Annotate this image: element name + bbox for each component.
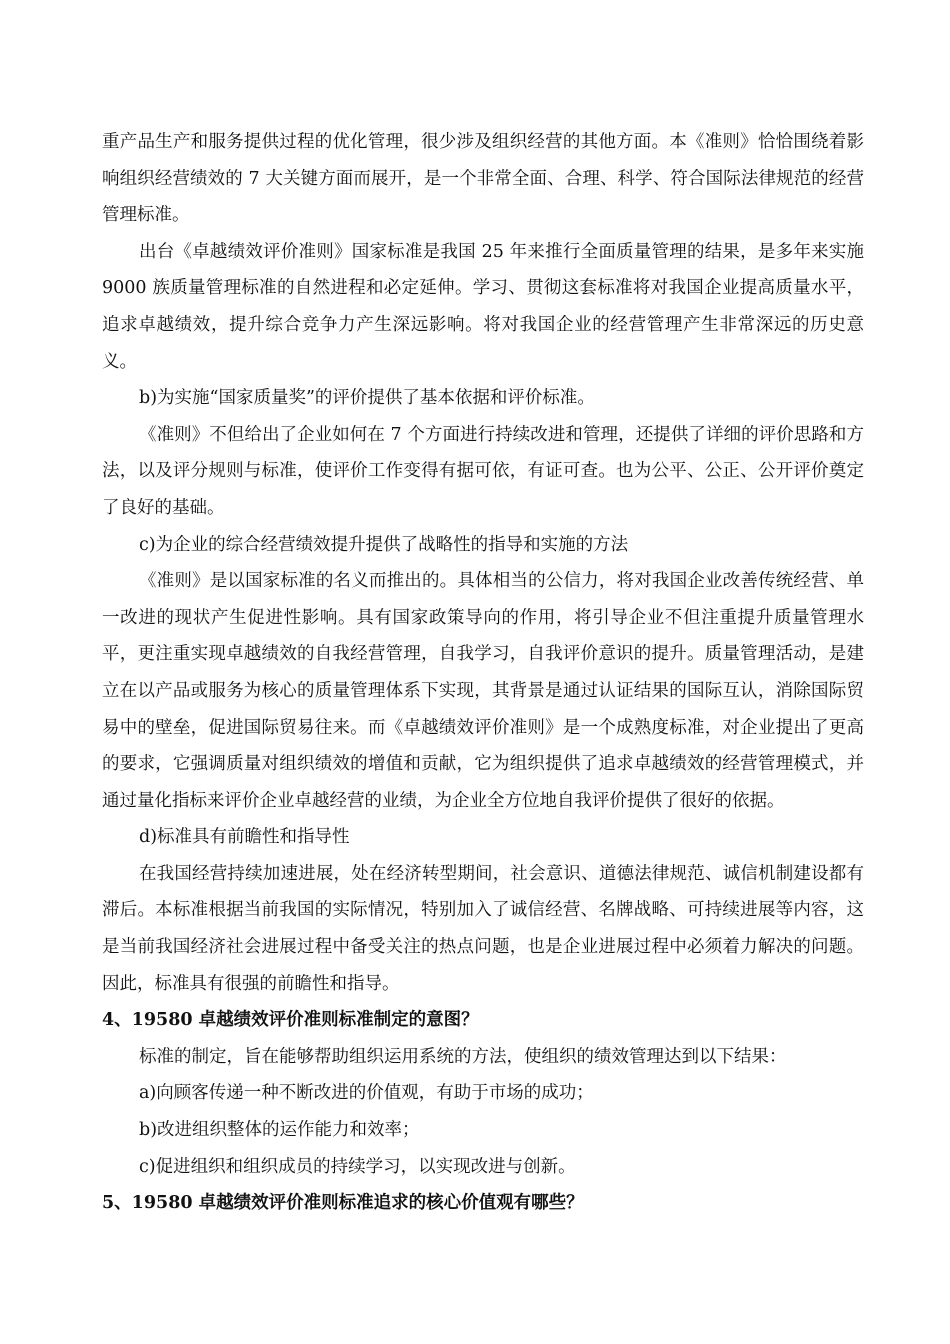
section-4-intro: 标准的制定，旨在能够帮助组织运用系统的方法，使组织的绩效管理达到以下结果：: [139, 1046, 787, 1067]
paragraph-national-standard: 出台《卓越绩效评价准则》国家标准是我国 25 年来推行全面质量管理的结果，是多年来实施 9000 族质量管理标准的自然进程和必定延伸。学习、贯彻这套标准将对我国企业提高质量水平，追求卓越绩效，提升综合竞争力产生深远影响。将对我国企业的经营管理产生非常深远的历史意义。: [102, 241, 864, 372]
section-4-item-b: b)改进组织整体的运作能力和效率；: [139, 1120, 420, 1141]
section-4-item-a: a)向顾客传递一种不断改进的价值观，有助于市场的成功；: [139, 1083, 594, 1104]
paragraph-criteria-evaluation: 《准则》不但给出了企业如何在 7 个方面进行持续改进和管理，还提供了详细的评价思路和方法，以及评分规则与标准，使评价工作变得有据可依，有证可查。也为公平、公正、公开评价奠定了良好的基础。: [102, 424, 864, 518]
section-4-item-c: c)促进组织和组织成员的持续学习，以实现改进与创新。: [139, 1156, 576, 1177]
document-body: [102, 124, 864, 1222]
paragraph-forward-looking: 在我国经营持续加速进展，处在经济转型期间，社会意识、道德法律规范、诚信机制建设都有滞后。本标准根据当前我国的实际情况，特别加入了诚信经营、名牌战略、可持续进展等内容，这是当前我国经济社会进展过程中备受关注的热点问题，也是企业进展过程中必须着力解决的问题。因此，标准具有很强的前瞻性和指导。: [102, 863, 864, 994]
list-item-b: b)为实施“国家质量奖”的评价提供了基本依据和评价标准。: [139, 388, 595, 409]
section-4-heading: 4、19580 卓越绩效评价准则标准制定的意图？: [102, 1010, 479, 1031]
list-item-d: d)标准具有前瞻性和指导性: [139, 827, 350, 848]
paragraph-continuation: 重产品生产和服务提供过程的优化管理，很少涉及组织经营的其他方面。本《准则》恰恰围绕着影响组织经营绩效的 7 大关键方面而展开，是一个非常全面、合理、科学、符合国际法律规范的经营管理标准。: [102, 132, 864, 226]
list-item-c: c)为企业的综合经营绩效提升提供了战略性的指导和实施的方法: [139, 534, 629, 555]
paragraph-criteria-credibility: 《准则》是以国家标准的名义而推出的。具体相当的公信力，将对我国企业改善传统经营、单一改进的现状产生促进性影响。具有国家政策导向的作用，将引导企业不但注重提升质量管理水平，更注重实现卓越绩效的自我经营管理，自我学习，自我评价意识的提升。质量管理活动，是建立在以产品或服务为核心的质量管理体系下实现，其背景是通过认证结果的国际互认，消除国际贸易中的壁垒，促进国际贸易往来。而《卓越绩效评价准则》是一个成熟度标准，对企业提出了更高的要求，它强调质量对组织绩效的增值和贡献，它为组织提供了追求卓越绩效的经营管理模式，并通过量化指标来评价企业卓越经营的业绩，为企业全方位地自我评价提供了很好的依据。: [102, 571, 864, 811]
section-5-heading: 5、19580 卓越绩效评价准则标准追求的核心价值观有哪些？: [102, 1193, 584, 1214]
